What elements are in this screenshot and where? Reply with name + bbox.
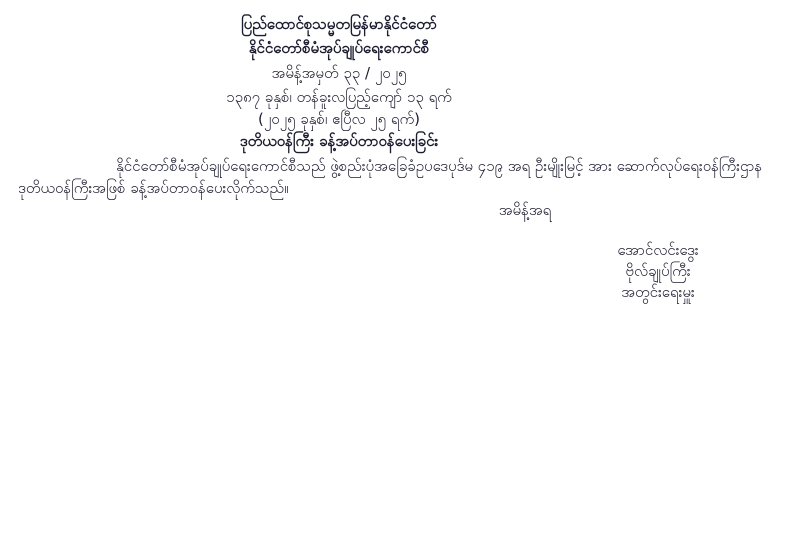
order-number: အမိန့်အမှတ် ၃၃ / ၂၀၂၅ [271,64,407,82]
state-title: ပြည်ထောင်စုသမ္မတမြန်မာနိုင်ငံတော် [241,15,437,33]
signatory-rank: ဗိုလ်ချုပ်ကြီး [625,262,691,280]
council-title: နိုင်ငံတော်စီမံအုပ်ချုပ်ရေးကောင်စီ [248,39,430,57]
body-paragraph: နိုင်ငံတော်စီမံအုပ်ချုပ်ရေးကောင်စီသည် ဖွဲ့စည်းပုံအခြေခံဥပဒေပုဒ်မ ၄၁၉ အရ ဦးမျိုးမြင့် အား ဆောက်လုပ်ရေးဝန်ကြီးဌာန ဒုတိယဝန်ကြီးအဖြစ် ခန့်အပ်တာဝန်ပေးလိုက်သည်။ [18,157,763,197]
subject-title: ဒုတိယဝန်ကြီး ခန့်အပ်တာဝန်ပေးခြင်း [239,132,439,150]
order-by-line: အမိန့်အရ [498,201,552,219]
date-myanmar-era: ၁၃၈၇ ခုနှစ်၊ တန်ခူးလပြည့်ကျော် ၁၃ ရက် [226,88,452,106]
signatory-title: အတွင်းရေးမှူး [621,283,695,301]
document-headings [18,13,660,152]
signature-block [568,240,748,303]
date-gregorian: (၂၀၂၅ ခုနှစ်၊ ဧပြီလ ၂၅ ရက်) [257,110,421,128]
signatory-name: အောင်လင်းဒွေး [617,241,699,259]
